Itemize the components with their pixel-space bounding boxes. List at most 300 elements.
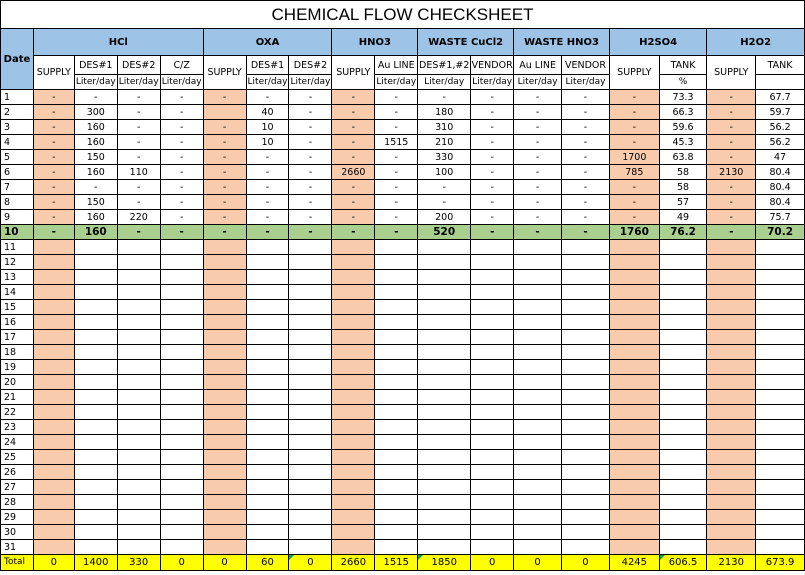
empty-cell[interactable] [756,540,805,555]
empty-cell[interactable] [471,360,514,375]
empty-cell[interactable] [33,540,74,555]
empty-cell[interactable] [289,270,332,285]
empty-cell[interactable] [74,480,117,495]
data-cell[interactable]: - [707,120,756,135]
empty-cell[interactable] [203,360,246,375]
data-cell[interactable]: 330 [418,150,471,165]
empty-cell[interactable] [160,450,203,465]
column-header[interactable]: Au LINE [375,56,418,75]
empty-cell[interactable] [418,330,471,345]
date-cell[interactable]: 1 [1,90,34,105]
empty-cell[interactable] [375,300,418,315]
empty-cell[interactable] [160,300,203,315]
data-cell[interactable]: - [289,210,332,225]
empty-cell[interactable] [74,330,117,345]
data-cell[interactable]: - [160,180,203,195]
date-cell[interactable]: 3 [1,120,34,135]
data-cell[interactable]: - [117,120,160,135]
empty-cell[interactable] [289,240,332,255]
total-cell[interactable]: 1400 [74,555,117,571]
empty-cell[interactable] [756,495,805,510]
empty-cell[interactable] [117,540,160,555]
empty-cell[interactable] [289,420,332,435]
empty-cell[interactable] [562,495,610,510]
empty-cell[interactable] [289,330,332,345]
data-cell[interactable]: - [562,150,610,165]
unit-cell[interactable]: Liter/day [246,75,289,90]
empty-cell[interactable] [203,240,246,255]
date-cell[interactable]: 21 [1,390,34,405]
empty-cell[interactable] [375,345,418,360]
data-cell[interactable]: 57 [659,195,707,210]
data-cell[interactable]: - [289,90,332,105]
empty-cell[interactable] [74,255,117,270]
data-cell[interactable]: - [203,90,246,105]
empty-cell[interactable] [74,465,117,480]
group-header[interactable]: H2O2 [707,29,805,56]
empty-cell[interactable] [117,285,160,300]
empty-cell[interactable] [514,345,562,360]
data-cell[interactable]: - [74,180,117,195]
empty-cell[interactable] [33,525,74,540]
data-cell[interactable]: - [160,225,203,240]
date-cell[interactable]: 12 [1,255,34,270]
data-cell[interactable]: 160 [74,120,117,135]
empty-cell[interactable] [707,525,756,540]
empty-cell[interactable] [246,450,289,465]
empty-cell[interactable] [332,240,375,255]
empty-cell[interactable] [117,435,160,450]
data-cell[interactable]: 2130 [707,165,756,180]
empty-cell[interactable] [203,510,246,525]
empty-cell[interactable] [562,390,610,405]
empty-cell[interactable] [246,405,289,420]
data-cell[interactable]: - [160,105,203,120]
data-cell[interactable]: - [203,195,246,210]
total-cell[interactable]: 2660 [332,555,375,571]
data-cell[interactable]: - [203,210,246,225]
empty-cell[interactable] [33,270,74,285]
empty-cell[interactable] [514,390,562,405]
data-cell[interactable]: - [117,150,160,165]
data-cell[interactable]: - [203,180,246,195]
data-cell[interactable]: 1760 [609,225,659,240]
empty-cell[interactable] [707,465,756,480]
empty-cell[interactable] [756,420,805,435]
empty-cell[interactable] [707,495,756,510]
data-cell[interactable]: - [246,195,289,210]
date-cell[interactable]: 24 [1,435,34,450]
empty-cell[interactable] [514,540,562,555]
data-cell[interactable]: - [471,180,514,195]
empty-cell[interactable] [514,270,562,285]
empty-cell[interactable] [707,270,756,285]
date-cell[interactable]: 13 [1,270,34,285]
data-cell[interactable]: - [562,210,610,225]
empty-cell[interactable] [289,315,332,330]
empty-cell[interactable] [33,465,74,480]
empty-cell[interactable] [289,435,332,450]
data-cell[interactable]: - [375,105,418,120]
data-cell[interactable]: - [562,105,610,120]
empty-cell[interactable] [756,315,805,330]
data-cell[interactable]: - [471,225,514,240]
unit-cell[interactable]: Liter/day [74,75,117,90]
data-cell[interactable]: - [160,120,203,135]
column-header[interactable]: DES#1,#2 [418,56,471,75]
unit-cell[interactable]: Liter/day [418,75,471,90]
data-cell[interactable]: - [707,225,756,240]
empty-cell[interactable] [117,420,160,435]
data-cell[interactable]: - [160,90,203,105]
empty-cell[interactable] [659,360,707,375]
data-cell[interactable]: - [514,90,562,105]
empty-cell[interactable] [117,465,160,480]
data-cell[interactable]: 160 [74,135,117,150]
empty-cell[interactable] [659,405,707,420]
empty-cell[interactable] [659,285,707,300]
empty-cell[interactable] [659,525,707,540]
empty-cell[interactable] [246,465,289,480]
data-cell[interactable]: 56.2 [756,135,805,150]
empty-cell[interactable] [375,315,418,330]
empty-cell[interactable] [246,480,289,495]
date-cell[interactable]: 16 [1,315,34,330]
data-cell[interactable]: - [375,210,418,225]
empty-cell[interactable] [160,540,203,555]
data-cell[interactable]: - [514,195,562,210]
data-cell[interactable]: 210 [418,135,471,150]
empty-cell[interactable] [471,270,514,285]
column-header[interactable]: TANK [756,56,805,75]
data-cell[interactable]: - [471,135,514,150]
empty-cell[interactable] [659,330,707,345]
empty-cell[interactable] [609,405,659,420]
empty-cell[interactable] [756,465,805,480]
empty-cell[interactable] [471,435,514,450]
total-cell[interactable]: 4245 [609,555,659,571]
data-cell[interactable]: - [246,210,289,225]
empty-cell[interactable] [609,270,659,285]
date-cell[interactable]: 22 [1,405,34,420]
total-cell[interactable]: 0 [562,555,610,571]
total-cell[interactable]: 1850 [418,555,471,571]
data-cell[interactable]: - [375,120,418,135]
empty-cell[interactable] [609,420,659,435]
data-cell[interactable]: - [375,150,418,165]
empty-cell[interactable] [332,255,375,270]
empty-cell[interactable] [471,525,514,540]
empty-cell[interactable] [659,435,707,450]
data-cell[interactable]: - [418,180,471,195]
data-cell[interactable]: - [117,195,160,210]
data-cell[interactable]: - [514,105,562,120]
empty-cell[interactable] [707,480,756,495]
empty-cell[interactable] [756,255,805,270]
column-header[interactable]: DES#1 [74,56,117,75]
empty-cell[interactable] [117,270,160,285]
empty-cell[interactable] [33,420,74,435]
empty-cell[interactable] [246,285,289,300]
data-cell[interactable]: - [562,195,610,210]
data-cell[interactable]: - [246,150,289,165]
date-cell[interactable]: 8 [1,195,34,210]
total-cell[interactable]: 0 [514,555,562,571]
empty-cell[interactable] [117,240,160,255]
data-cell[interactable]: 47 [756,150,805,165]
empty-cell[interactable] [609,285,659,300]
empty-cell[interactable] [562,240,610,255]
empty-cell[interactable] [203,390,246,405]
empty-cell[interactable] [289,345,332,360]
empty-cell[interactable] [117,525,160,540]
column-header[interactable]: VENDOR [562,56,610,75]
date-cell[interactable]: 2 [1,105,34,120]
data-cell[interactable]: 67.7 [756,90,805,105]
empty-cell[interactable] [74,420,117,435]
empty-cell[interactable] [756,510,805,525]
empty-cell[interactable] [332,390,375,405]
date-cell[interactable]: 23 [1,420,34,435]
data-cell[interactable]: - [160,195,203,210]
empty-cell[interactable] [375,480,418,495]
empty-cell[interactable] [707,315,756,330]
unit-cell[interactable]: Liter/day [160,75,203,90]
data-cell[interactable]: - [289,135,332,150]
data-cell[interactable]: - [514,120,562,135]
column-header[interactable]: DES#1 [246,56,289,75]
column-header[interactable]: SUPPLY [707,56,756,90]
empty-cell[interactable] [514,315,562,330]
data-cell[interactable]: - [33,120,74,135]
empty-cell[interactable] [375,435,418,450]
empty-cell[interactable] [609,495,659,510]
data-cell[interactable]: 310 [418,120,471,135]
empty-cell[interactable] [375,420,418,435]
empty-cell[interactable] [160,495,203,510]
empty-cell[interactable] [375,330,418,345]
empty-cell[interactable] [609,540,659,555]
data-cell[interactable]: - [562,180,610,195]
empty-cell[interactable] [33,285,74,300]
group-header[interactable]: HCl [33,29,203,56]
data-cell[interactable]: - [562,165,610,180]
empty-cell[interactable] [418,300,471,315]
data-cell[interactable]: - [33,195,74,210]
empty-cell[interactable] [418,525,471,540]
data-cell[interactable]: 10 [246,135,289,150]
empty-cell[interactable] [514,360,562,375]
data-cell[interactable]: - [160,165,203,180]
empty-cell[interactable] [160,405,203,420]
empty-cell[interactable] [246,375,289,390]
data-cell[interactable]: 160 [74,210,117,225]
empty-cell[interactable] [160,360,203,375]
empty-cell[interactable] [707,300,756,315]
empty-cell[interactable] [418,240,471,255]
data-cell[interactable]: - [609,180,659,195]
empty-cell[interactable] [117,405,160,420]
empty-cell[interactable] [707,450,756,465]
empty-cell[interactable] [33,300,74,315]
empty-cell[interactable] [160,315,203,330]
empty-cell[interactable] [160,285,203,300]
data-cell[interactable]: - [418,195,471,210]
empty-cell[interactable] [74,405,117,420]
empty-cell[interactable] [514,480,562,495]
empty-cell[interactable] [707,255,756,270]
date-header[interactable]: Date [1,29,34,90]
data-cell[interactable]: 49 [659,210,707,225]
data-cell[interactable]: - [203,165,246,180]
total-cell[interactable]: 1515 [375,555,418,571]
data-cell[interactable]: - [160,210,203,225]
data-cell[interactable]: 520 [418,225,471,240]
empty-cell[interactable] [33,405,74,420]
data-cell[interactable]: - [246,165,289,180]
empty-cell[interactable] [562,480,610,495]
date-cell[interactable]: 17 [1,330,34,345]
data-cell[interactable]: - [471,105,514,120]
empty-cell[interactable] [289,390,332,405]
empty-cell[interactable] [707,510,756,525]
empty-cell[interactable] [707,375,756,390]
data-cell[interactable]: - [117,180,160,195]
data-cell[interactable]: - [471,90,514,105]
total-cell[interactable]: 0 [289,555,332,571]
empty-cell[interactable] [418,360,471,375]
data-cell[interactable]: - [332,135,375,150]
data-cell[interactable]: - [332,105,375,120]
empty-cell[interactable] [514,510,562,525]
empty-cell[interactable] [418,495,471,510]
empty-cell[interactable] [33,375,74,390]
empty-cell[interactable] [160,420,203,435]
data-cell[interactable]: 150 [74,195,117,210]
empty-cell[interactable] [418,435,471,450]
data-cell[interactable]: 80.4 [756,165,805,180]
data-cell[interactable]: - [332,195,375,210]
empty-cell[interactable] [332,480,375,495]
empty-cell[interactable] [160,270,203,285]
column-header[interactable]: DES#2 [289,56,332,75]
data-cell[interactable]: - [33,210,74,225]
data-cell[interactable]: - [117,90,160,105]
empty-cell[interactable] [160,255,203,270]
data-cell[interactable]: 73.3 [659,90,707,105]
empty-cell[interactable] [332,405,375,420]
empty-cell[interactable] [375,510,418,525]
empty-cell[interactable] [659,480,707,495]
data-cell[interactable]: - [33,105,74,120]
empty-cell[interactable] [74,435,117,450]
empty-cell[interactable] [160,330,203,345]
empty-cell[interactable] [160,240,203,255]
date-cell[interactable]: 15 [1,300,34,315]
empty-cell[interactable] [707,540,756,555]
date-cell[interactable]: 31 [1,540,34,555]
data-cell[interactable]: 150 [74,150,117,165]
empty-cell[interactable] [659,300,707,315]
empty-cell[interactable] [609,525,659,540]
data-cell[interactable]: - [246,225,289,240]
empty-cell[interactable] [246,330,289,345]
data-cell[interactable]: - [332,210,375,225]
empty-cell[interactable] [514,420,562,435]
data-cell[interactable]: - [514,150,562,165]
empty-cell[interactable] [246,420,289,435]
data-cell[interactable]: 59.7 [756,105,805,120]
empty-cell[interactable] [160,375,203,390]
empty-cell[interactable] [375,525,418,540]
empty-cell[interactable] [756,300,805,315]
unit-cell[interactable]: Liter/day [117,75,160,90]
empty-cell[interactable] [203,285,246,300]
empty-cell[interactable] [562,270,610,285]
empty-cell[interactable] [375,270,418,285]
empty-cell[interactable] [33,315,74,330]
empty-cell[interactable] [375,285,418,300]
empty-cell[interactable] [203,540,246,555]
data-cell[interactable]: - [609,90,659,105]
empty-cell[interactable] [246,495,289,510]
data-cell[interactable]: 80.4 [756,195,805,210]
data-cell[interactable]: - [609,120,659,135]
empty-cell[interactable] [609,390,659,405]
empty-cell[interactable] [659,390,707,405]
empty-cell[interactable] [33,495,74,510]
empty-cell[interactable] [514,330,562,345]
data-cell[interactable]: 70.2 [756,225,805,240]
empty-cell[interactable] [562,510,610,525]
empty-cell[interactable] [246,390,289,405]
empty-cell[interactable] [471,465,514,480]
total-cell[interactable]: 673.9 [756,555,805,571]
empty-cell[interactable] [74,390,117,405]
empty-cell[interactable] [756,330,805,345]
empty-cell[interactable] [117,480,160,495]
empty-cell[interactable] [562,420,610,435]
date-cell[interactable]: 29 [1,510,34,525]
empty-cell[interactable] [246,360,289,375]
data-cell[interactable]: 220 [117,210,160,225]
empty-cell[interactable] [33,390,74,405]
data-cell[interactable]: 58 [659,180,707,195]
data-cell[interactable]: - [609,210,659,225]
empty-cell[interactable] [203,255,246,270]
empty-cell[interactable] [756,390,805,405]
data-cell[interactable]: - [332,225,375,240]
date-cell[interactable]: 30 [1,525,34,540]
data-cell[interactable]: 80.4 [756,180,805,195]
data-cell[interactable]: 100 [418,165,471,180]
empty-cell[interactable] [514,300,562,315]
data-cell[interactable]: 76.2 [659,225,707,240]
empty-cell[interactable] [375,465,418,480]
empty-cell[interactable] [160,345,203,360]
empty-cell[interactable] [418,390,471,405]
data-cell[interactable]: - [203,150,246,165]
date-cell[interactable]: 7 [1,180,34,195]
empty-cell[interactable] [514,450,562,465]
empty-cell[interactable] [659,450,707,465]
empty-cell[interactable] [471,255,514,270]
data-cell[interactable]: - [375,90,418,105]
date-cell[interactable]: 6 [1,165,34,180]
data-cell[interactable]: - [332,180,375,195]
empty-cell[interactable] [609,345,659,360]
empty-cell[interactable] [289,495,332,510]
